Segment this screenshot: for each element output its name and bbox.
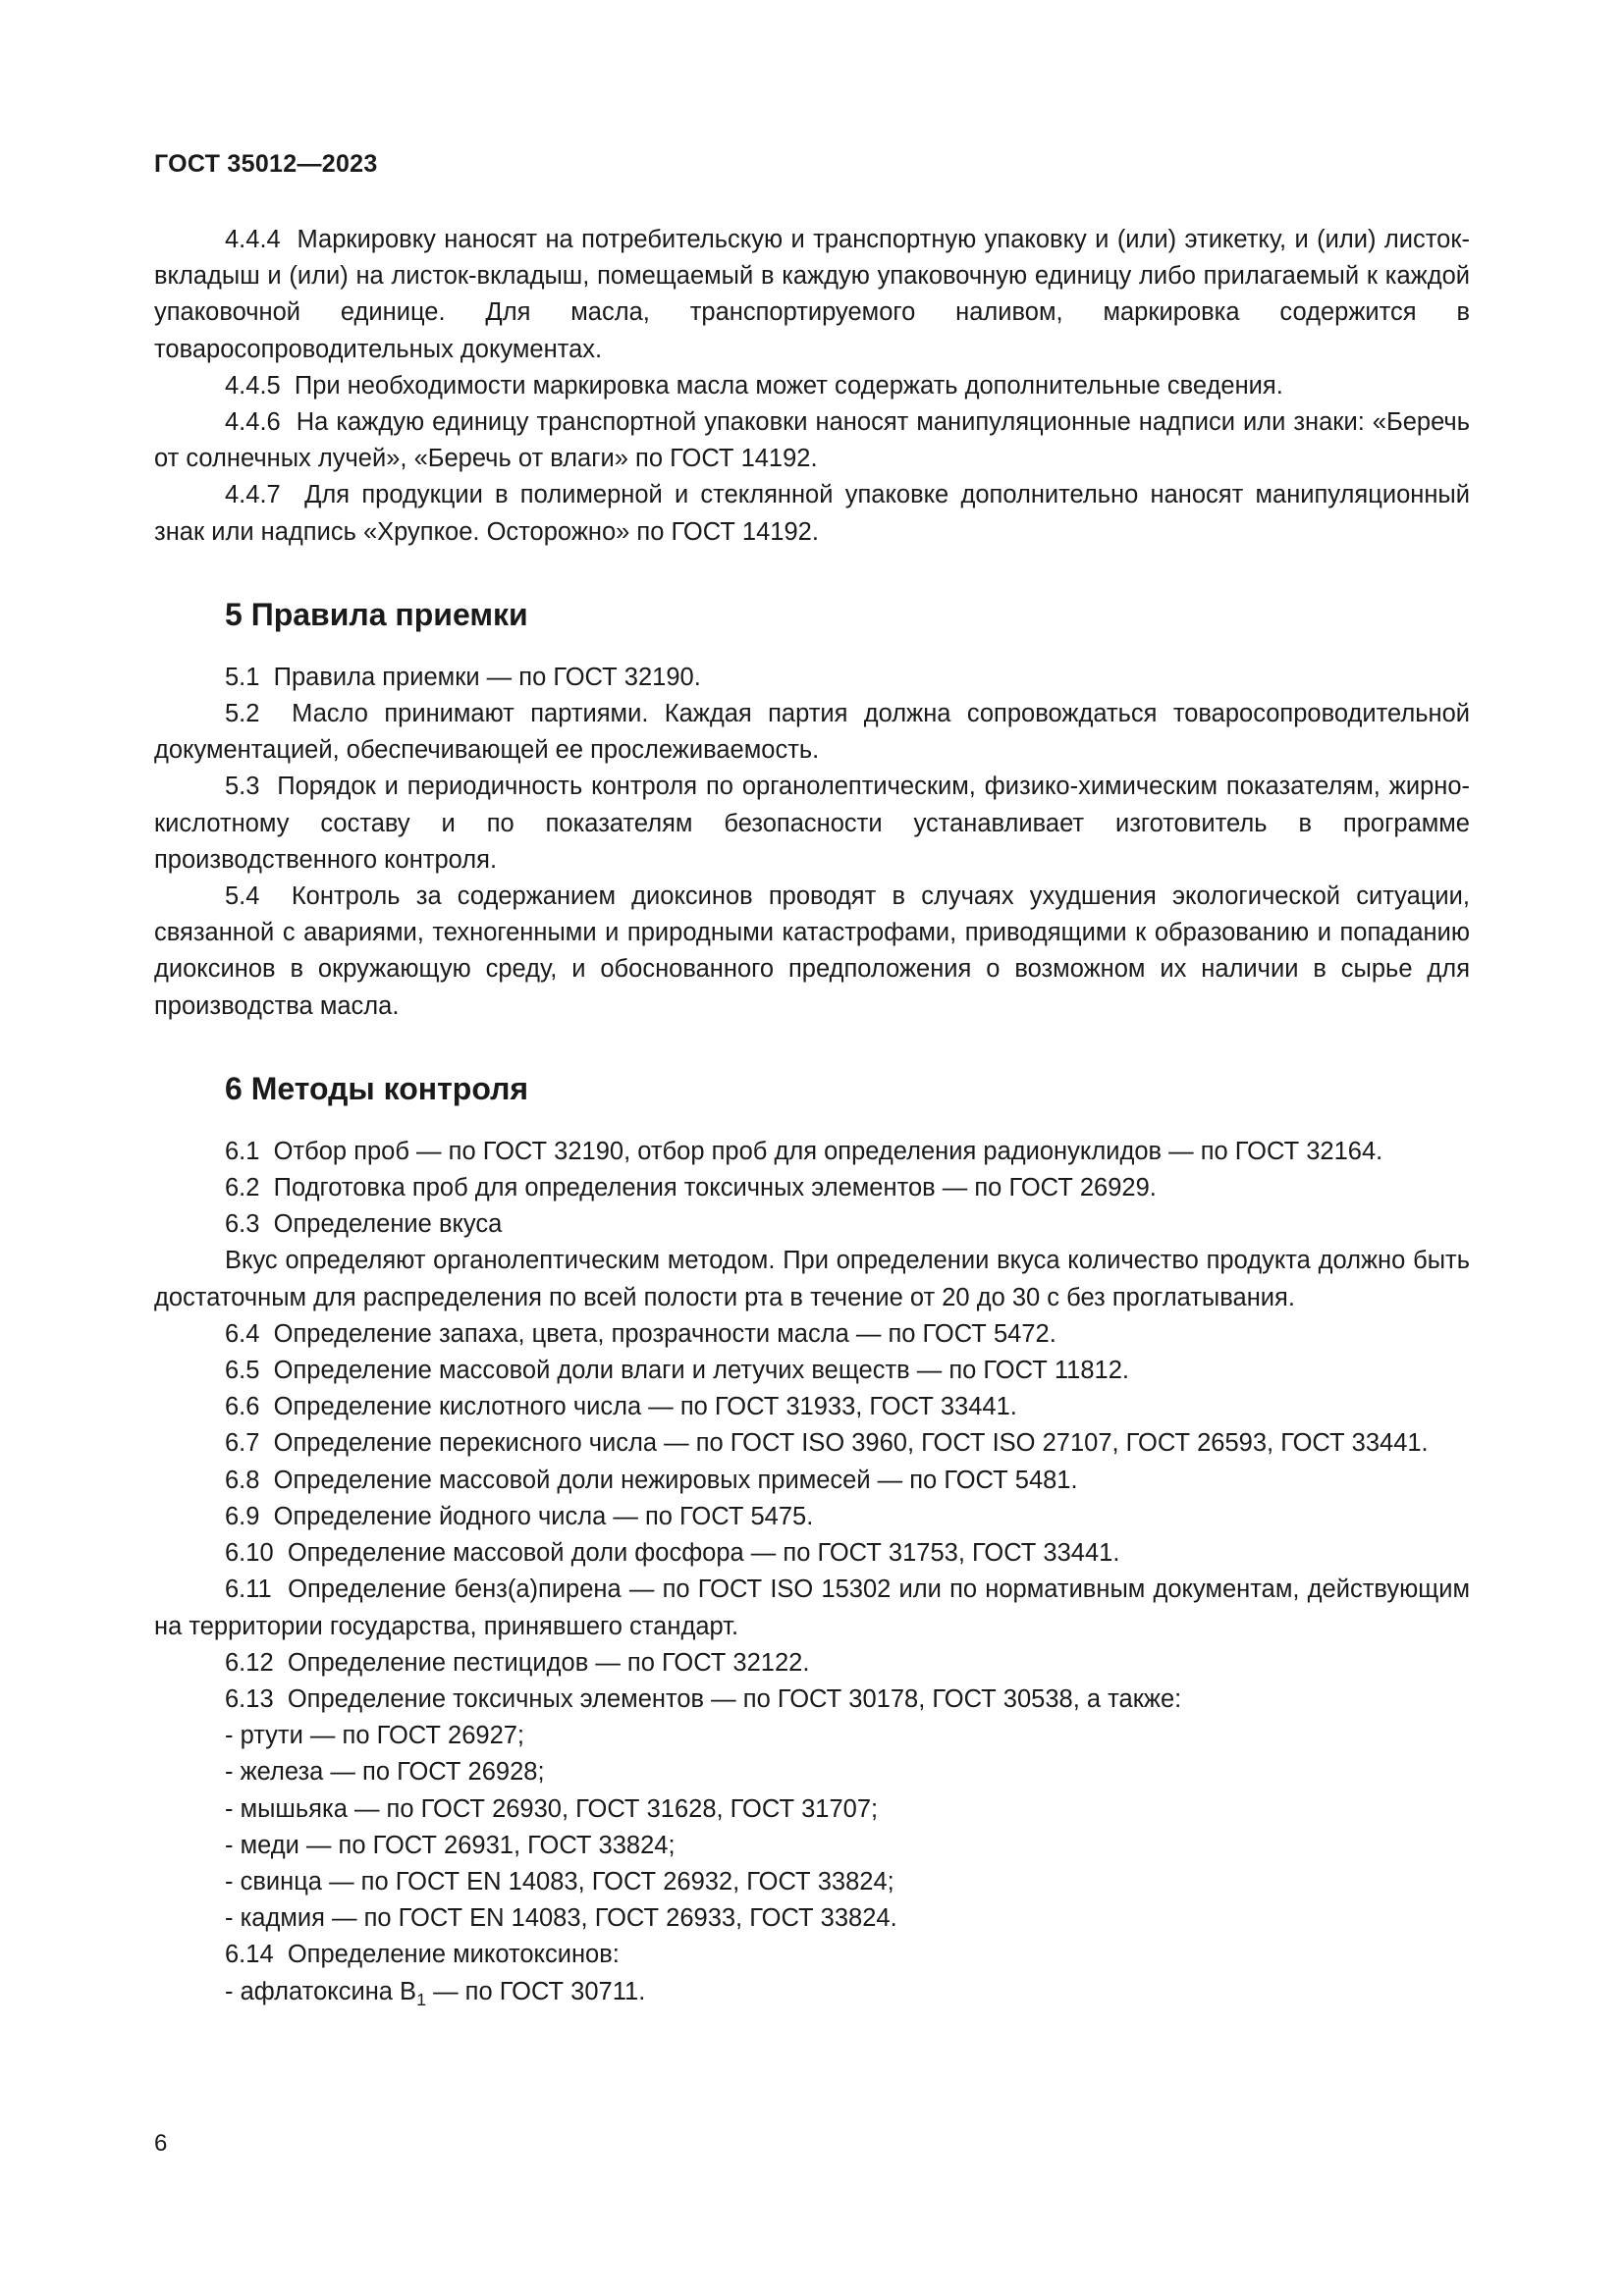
clause-4-4-6: 4.4.6 На каждую единицу транспортной упаковки наносят манипуляционные надписи или знаки: «Беречь от солнечных лучей», «Беречь от влаги» по ГОСТ 14192. [154,408,1470,473]
list-item: - железа — по ГОСТ 26928; [225,1758,545,1787]
list-item-aflatoxin: - афлатоксина $В_1$ — по ГОСТ 30711. [225,1977,646,2009]
clause-6-4: 6.4 Определение запаха, цвета, прозрачности масла — по ГОСТ 5472. [225,1319,1056,1348]
clause-4-4-7: 4.4.7 Для продукции в полимерной и стеклянной упаковке дополнительно наносят манипуляционный знак или надпись «Хрупкое. Осторожно» по ГОСТ 14192. [154,481,1470,546]
clause-6-14: 6.14 Определение микотоксинов: [225,1941,620,1969]
clause-4-4-4: 4.4.4 Маркировку наносят на потребительскую и транспортную упаковку и (или) этикетку, и (или) листок-вкладыш и (или) на листок-вкладыш, помещаемый в каждую упаковочную единицу либо прилагаемый к каждой упаковочной единице. Для масла, транспортируемого наливом, маркировка содержится в товаросопроводительных документах. [154,226,1470,363]
list-item: - мышьяка — по ГОСТ 26930, ГОСТ 31628, ГОСТ 31707; [225,1794,879,1823]
document-body [154,222,1470,2010]
section-6-heading: 6 Методы контроля [225,1070,529,1106]
clause-6-3: 6.3 Определение вкуса [225,1210,503,1239]
clause-5-4: 5.4 Контроль за содержанием диоксинов проводят в случаях ухудшения экологической ситуации, связанной с авариями, техногенными и природными катастрофами, приводящими к образованию и попаданию диоксинов в окружающую среду, и обоснованного предположения о возможном их наличии в сырье для производства масла. [154,882,1471,1020]
clause-6-1: 6.1 Отбор проб — по ГОСТ 32190, отбор проб для определения радионуклидов — по ГОСТ 32164. [225,1137,1383,1165]
list-item: - меди — по ГОСТ 26931, ГОСТ 33824; [225,1831,676,1859]
clause-5-3: 5.3 Порядок и периодичность контроля по органолептическим, физико-химическим показателям, жирно-кислотному составу и по показателям безопасности устанавливает изготовитель в программе производственного контроля. [154,773,1471,874]
clause-6-2: 6.2 Подготовка проб для определения токсичных элементов — по ГОСТ 26929. [225,1174,1157,1202]
clause-6-5: 6.5 Определение массовой доли влаги и летучих веществ — по ГОСТ 11812. [225,1357,1129,1385]
clause-5-1: 5.1 Правила приемки — по ГОСТ 32190. [225,663,701,691]
section-5-heading: 5 Правила приемки [225,596,528,632]
clause-6-11: 6.11 Определение бенз(а)пирена — по ГОСТ ISO 15302 или по нормативным документам, действующим на территории государства, принявшего стандарт. [154,1575,1470,1640]
page-number: 6 [154,2130,168,2157]
clause-6-7: 6.7 Определение перекисного числа — по ГОСТ ISO 3960, ГОСТ ISO 27107, ГОСТ 26593, ГОСТ 33441. [225,1429,1429,1458]
clause-4-4-5: 4.4.5 При необходимости маркировка масла может содержать дополнительные сведения. [225,371,1283,400]
list-item: - кадмия — по ГОСТ EN 14083, ГОСТ 26933, ГОСТ 33824. [225,1904,897,1933]
document-header: ГОСТ 35012—2023 [154,150,378,178]
clause-6-13: 6.13 Определение токсичных элементов — по ГОСТ 30178, ГОСТ 30538, а также: [225,1684,1182,1713]
clause-6-8: 6.8 Определение массовой доли нежировых примесей — по ГОСТ 5481. [225,1466,1078,1494]
clause-6-9: 6.9 Определение йодного числа — по ГОСТ 5475. [225,1502,814,1530]
list-item: - ртути — по ГОСТ 26927; [225,1722,525,1750]
list-item: - свинца — по ГОСТ EN 14083, ГОСТ 26932, ГОСТ 33824; [225,1867,894,1896]
clause-6-6: 6.6 Определение кислотного числа — по ГОСТ 31933, ГОСТ 33441. [225,1393,1017,1421]
clause-6-3-text: Вкус определяют органолептическим методом. При определении вкуса количество продукта должно быть достаточным для распределения по всей полости рта в течение от 20 до 30 с без проглатывания. [154,1247,1470,1311]
clause-5-2: 5.2 Масло принимают партиями. Каждая партия должна сопровождаться товаросопроводительной документацией, обеспечивающей ее прослеживаемость. [154,700,1471,765]
clause-6-12: 6.12 Определение пестицидов — по ГОСТ 32122. [225,1648,810,1677]
clause-6-10: 6.10 Определение массовой доли фосфора — по ГОСТ 31753, ГОСТ 33441. [225,1539,1120,1568]
